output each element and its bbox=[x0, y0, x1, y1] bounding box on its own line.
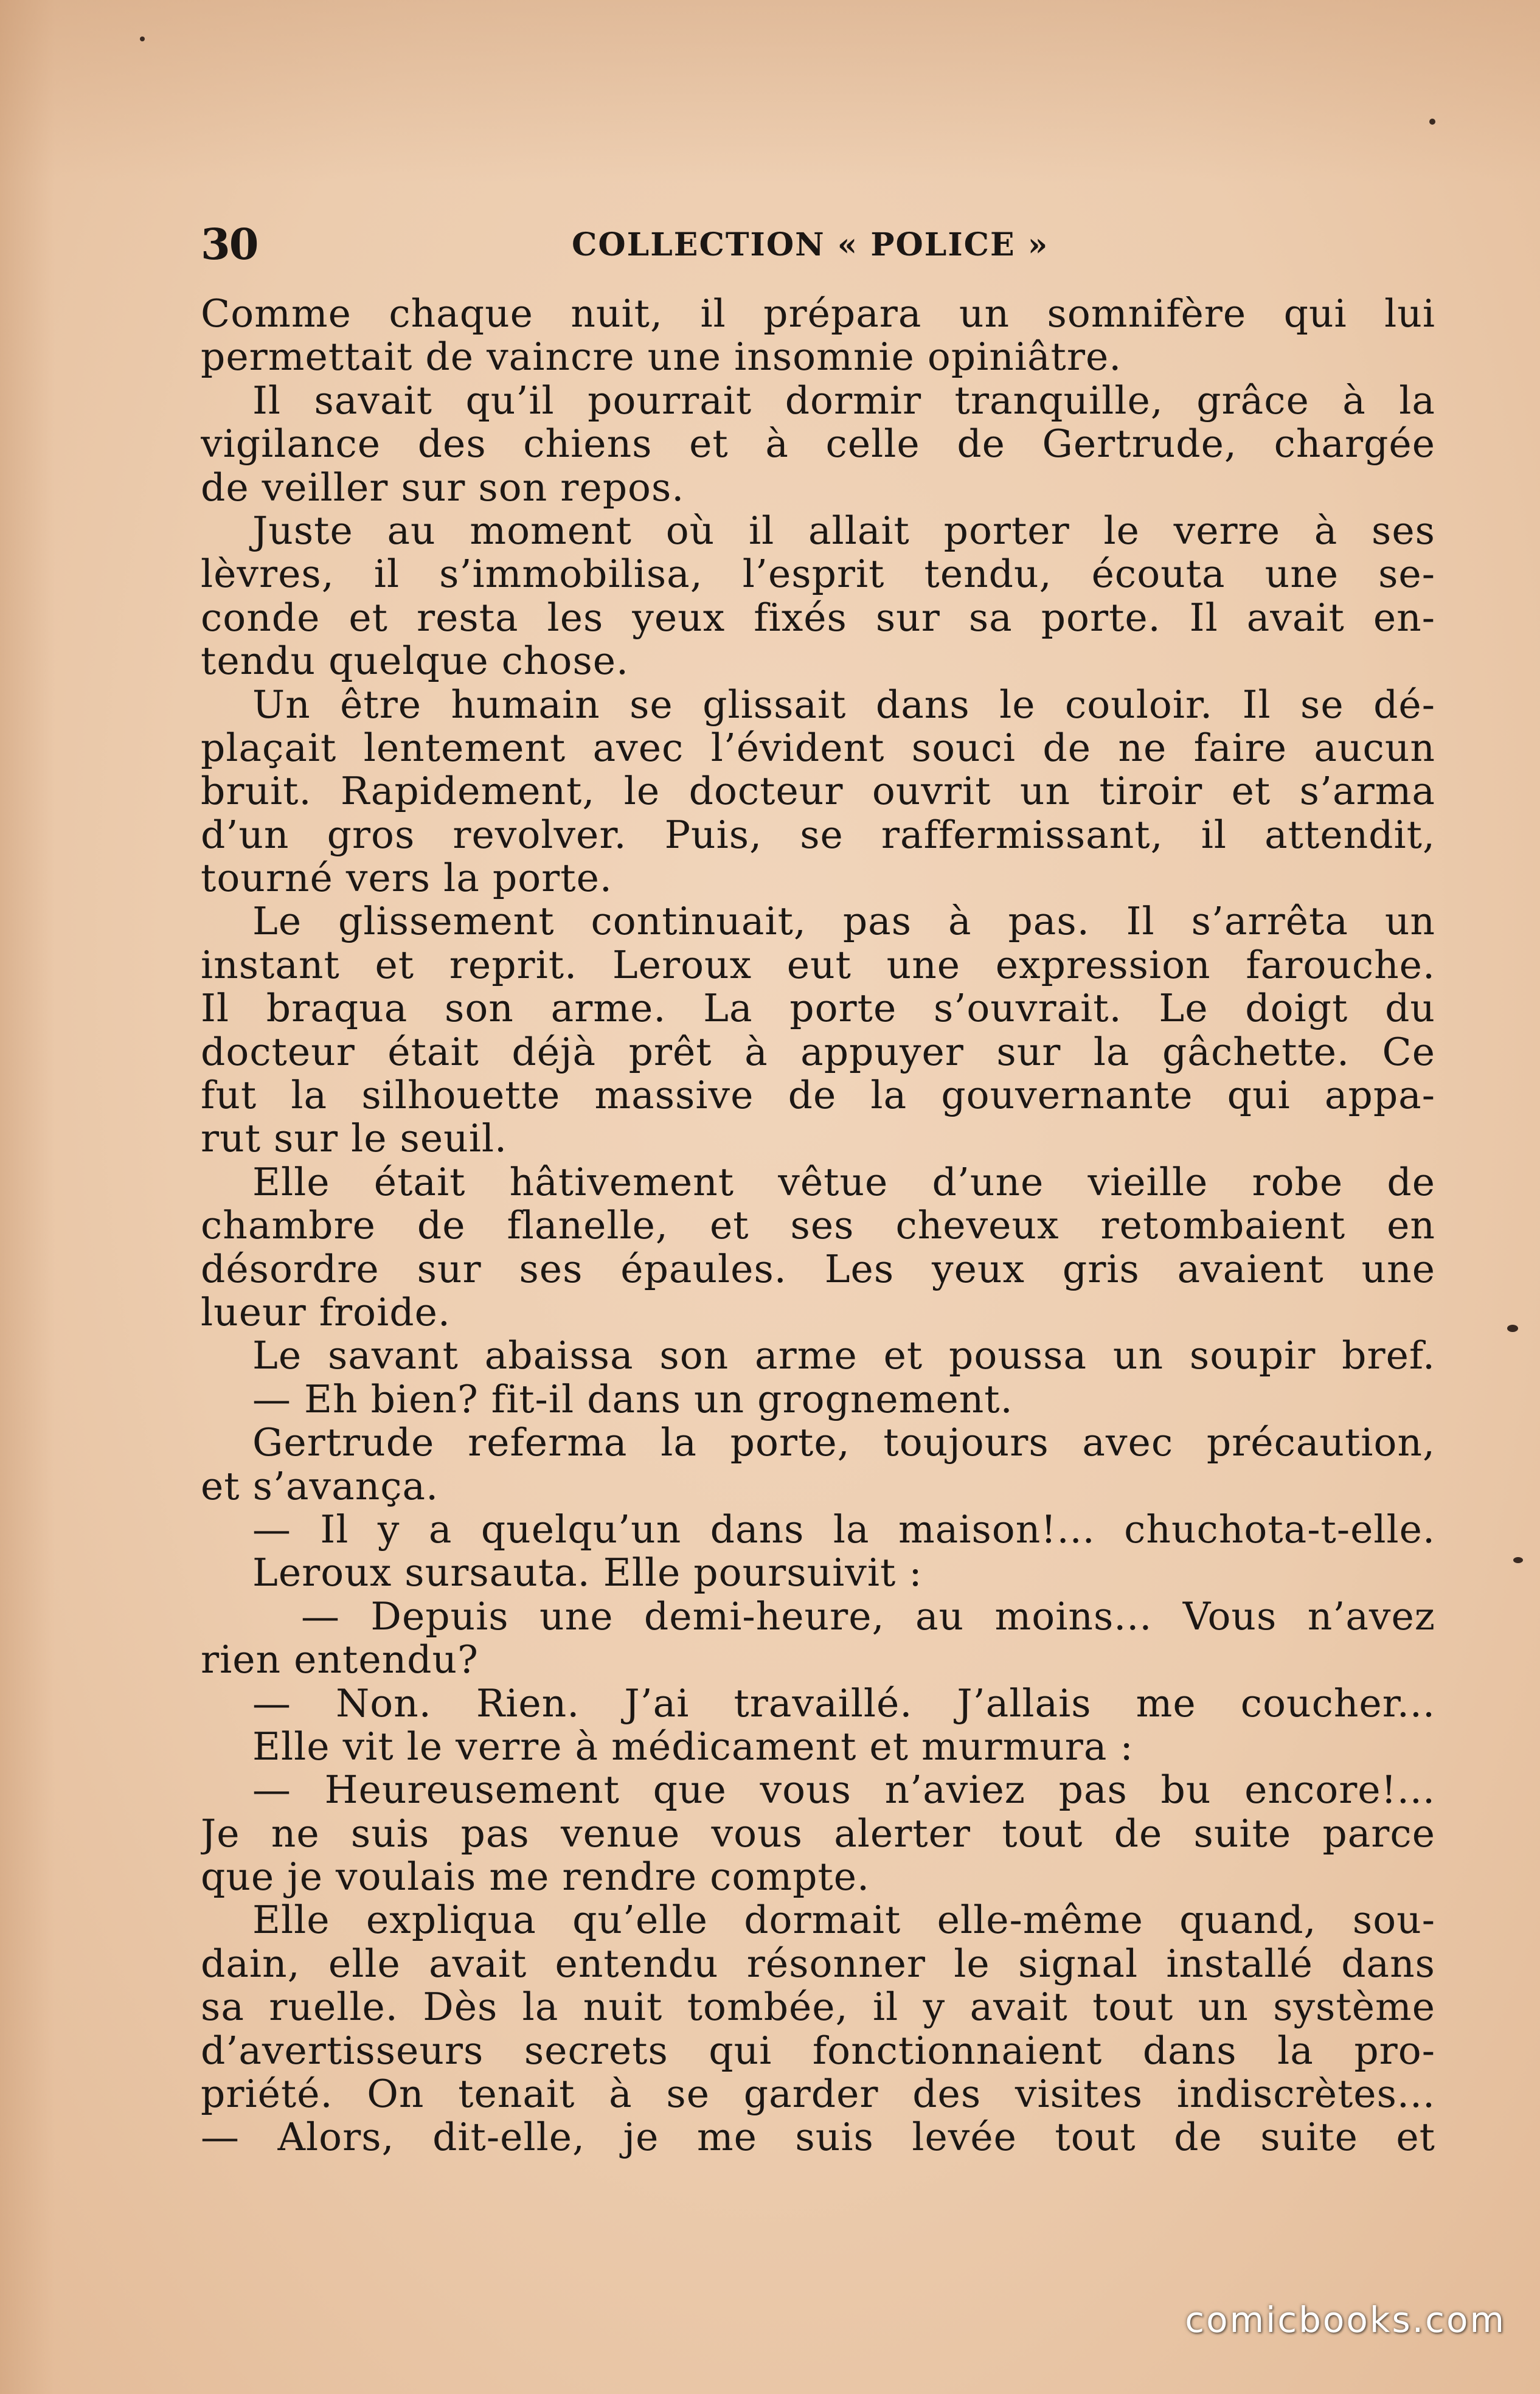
text-line: que je voulais me rendre compte. bbox=[201, 1855, 870, 1899]
text-line: rien entendu? bbox=[201, 1638, 479, 1682]
text-line: — Heureusement que vous n’aviez pas bu encore!... bbox=[252, 1768, 1435, 1812]
text-line: tourné vers la porte. bbox=[201, 856, 612, 900]
text-line: lèvres, il s’immobilisa, l’esprit tendu, écouta une se- bbox=[201, 552, 1435, 596]
text-line: Il braqua son arme. La porte s’ouvrait. Le doigt du bbox=[201, 987, 1435, 1030]
text-line: dain, elle avait entendu résonner le signal installé dans bbox=[201, 1941, 1435, 1986]
text-line: sa ruelle. Dès la nuit tombée, il y avait tout un système bbox=[201, 1985, 1435, 2029]
text-line: — Depuis une demi-heure, au moins... Vous n’avez bbox=[301, 1594, 1435, 1639]
page-shading-top bbox=[0, 0, 1540, 182]
text-line: Comme chaque nuit, il prépara un somnifère qui lui bbox=[201, 292, 1435, 336]
page-shading-left bbox=[0, 0, 55, 2394]
page-header bbox=[201, 219, 1435, 274]
paper-speck bbox=[140, 36, 145, 41]
text-line: Gertrude referma la porte, toujours avec précaution, bbox=[252, 1421, 1435, 1465]
text-line: désordre sur ses épaules. Les yeux gris avaient une bbox=[201, 1247, 1435, 1291]
running-title: COLLECTION « POLICE » bbox=[572, 226, 1049, 263]
text-line: d’avertisseurs secrets qui fonctionnaient dans la pro- bbox=[201, 2028, 1435, 2073]
text-line: Elle expliqua qu’elle dormait elle-même quand, sou- bbox=[252, 1898, 1435, 1942]
text-line: d’un gros revolver. Puis, se raffermissant, il attendit, bbox=[201, 813, 1435, 857]
paper-speck bbox=[1507, 1325, 1518, 1332]
text-line: — Il y a quelqu’un dans la maison!... chuchota-t-elle. bbox=[252, 1507, 1435, 1552]
text-line: Le savant abaissa son arme et poussa un soupir bref. bbox=[252, 1334, 1435, 1378]
text-line: docteur était déjà prêt à appuyer sur la gâchette. Ce bbox=[201, 1030, 1435, 1074]
text-line: Juste au moment où il allait porter le verre à ses bbox=[252, 508, 1435, 553]
text-line: Un être humain se glissait dans le couloir. Il se dé- bbox=[252, 682, 1435, 726]
text-line: priété. On tenait à se garder des visites indiscrètes... bbox=[201, 2072, 1435, 2116]
paper-speck bbox=[1429, 119, 1435, 125]
text-line: Je ne suis pas venue vous alerter tout de suite parce bbox=[201, 1811, 1435, 1856]
watermark: comicbooks.com bbox=[1185, 2299, 1506, 2340]
text-line: plaçait lentement avec l’évident souci de ne faire aucun bbox=[201, 726, 1435, 770]
text-line: Il savait qu’il pourrait dormir tranquille, grâce à la bbox=[252, 378, 1435, 423]
text-line: lueur froide. bbox=[201, 1290, 451, 1334]
body-text bbox=[201, 292, 1435, 2159]
text-line: vigilance des chiens et à celle de Gertrude, chargée bbox=[201, 422, 1435, 466]
text-line: — Alors, dit-elle, je me suis levée tout de suite et bbox=[201, 2115, 1435, 2159]
text-line: instant et reprit. Leroux eut une expression farouche. bbox=[201, 943, 1435, 987]
text-line: — Non. Rien. J’ai travaillé. J’allais me coucher... bbox=[252, 1681, 1435, 1725]
page-number: 30 bbox=[201, 219, 258, 269]
text-line: permettait de vaincre une insomnie opiniâtre. bbox=[201, 335, 1122, 379]
text-line: tendu quelque chose. bbox=[201, 639, 630, 683]
text-line: Elle vit le verre à médicament et murmura : bbox=[252, 1724, 1134, 1769]
text-line: fut la silhouette massive de la gouvernante qui appa- bbox=[201, 1074, 1435, 1117]
text-line: — Eh bien? fit-il dans un grognement. bbox=[252, 1377, 1013, 1421]
text-line: bruit. Rapidement, le docteur ouvrit un tiroir et s’arma bbox=[201, 769, 1435, 813]
text-line: Elle était hâtivement vêtue d’une vieille robe de bbox=[252, 1160, 1435, 1204]
text-line: Le glissement continuait, pas à pas. Il s’arrêta un bbox=[252, 900, 1435, 943]
text-line: chambre de flanelle, et ses cheveux retombaient en bbox=[201, 1204, 1435, 1247]
text-line: rut sur le seuil. bbox=[201, 1117, 508, 1161]
text-line: conde et resta les yeux fixés sur sa porte. Il avait en- bbox=[201, 595, 1435, 640]
text-line: et s’avança. bbox=[201, 1464, 439, 1508]
paper-speck bbox=[1513, 1557, 1523, 1563]
text-line: de veiller sur son repos. bbox=[201, 465, 685, 509]
text-line: Leroux sursauta. Elle poursuivit : bbox=[252, 1551, 923, 1595]
